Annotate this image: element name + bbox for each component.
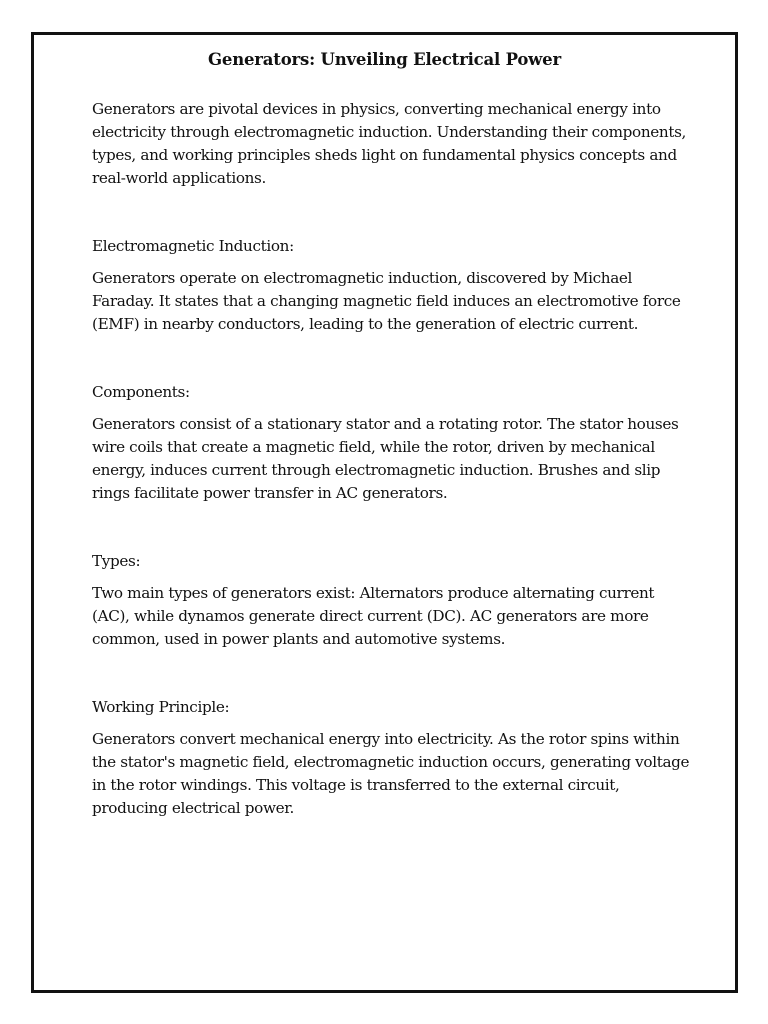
- page-frame: [31, 32, 738, 993]
- section-heading: Types:: [92, 552, 141, 570]
- section-heading: Components:: [92, 383, 190, 401]
- section-paragraph: Generators convert mechanical energy into electricity. As the rotor spins within the stator's magnetic field, electromagnetic induction occurs, generating voltage in the rotor windings. This voltage is transferred to the external circuit, producing electrical power.: [92, 730, 690, 817]
- section-types: [92, 550, 692, 651]
- section-paragraph: Two main types of generators exist: Alternators produce alternating current (AC), while dynamos generate direct current (DC). AC generators are more common, used in power plants and automotive systems.: [92, 584, 655, 648]
- section-components: [92, 381, 692, 505]
- document-title: Generators: Unveiling Electrical Power: [208, 50, 561, 69]
- section-heading: Working Principle:: [92, 698, 230, 716]
- section-electromagnetic-induction: [92, 235, 692, 336]
- section-heading: Electromagnetic Induction:: [92, 237, 294, 255]
- intro-paragraph: Generators are pivotal devices in physics, converting mechanical energy into electricity through electromagnetic induction. Understanding their components, types, and working principles sheds light on fundamental physics concepts and real-world applications.: [92, 100, 687, 187]
- section-paragraph: Generators operate on electromagnetic induction, discovered by Michael Faraday. It states that a changing magnetic field induces an electromotive force (EMF) in nearby conductors, leading to the generation of electric current.: [92, 269, 681, 333]
- document-body: [92, 98, 692, 865]
- section-paragraph: Generators consist of a stationary stator and a rotating rotor. The stator houses wire coils that create a magnetic field, while the rotor, driven by mechanical energy, induces current through electromagnetic induction. Brushes and slip rings facilitate power transfer in AC generators.: [92, 415, 679, 502]
- section-working-principle: [92, 696, 692, 820]
